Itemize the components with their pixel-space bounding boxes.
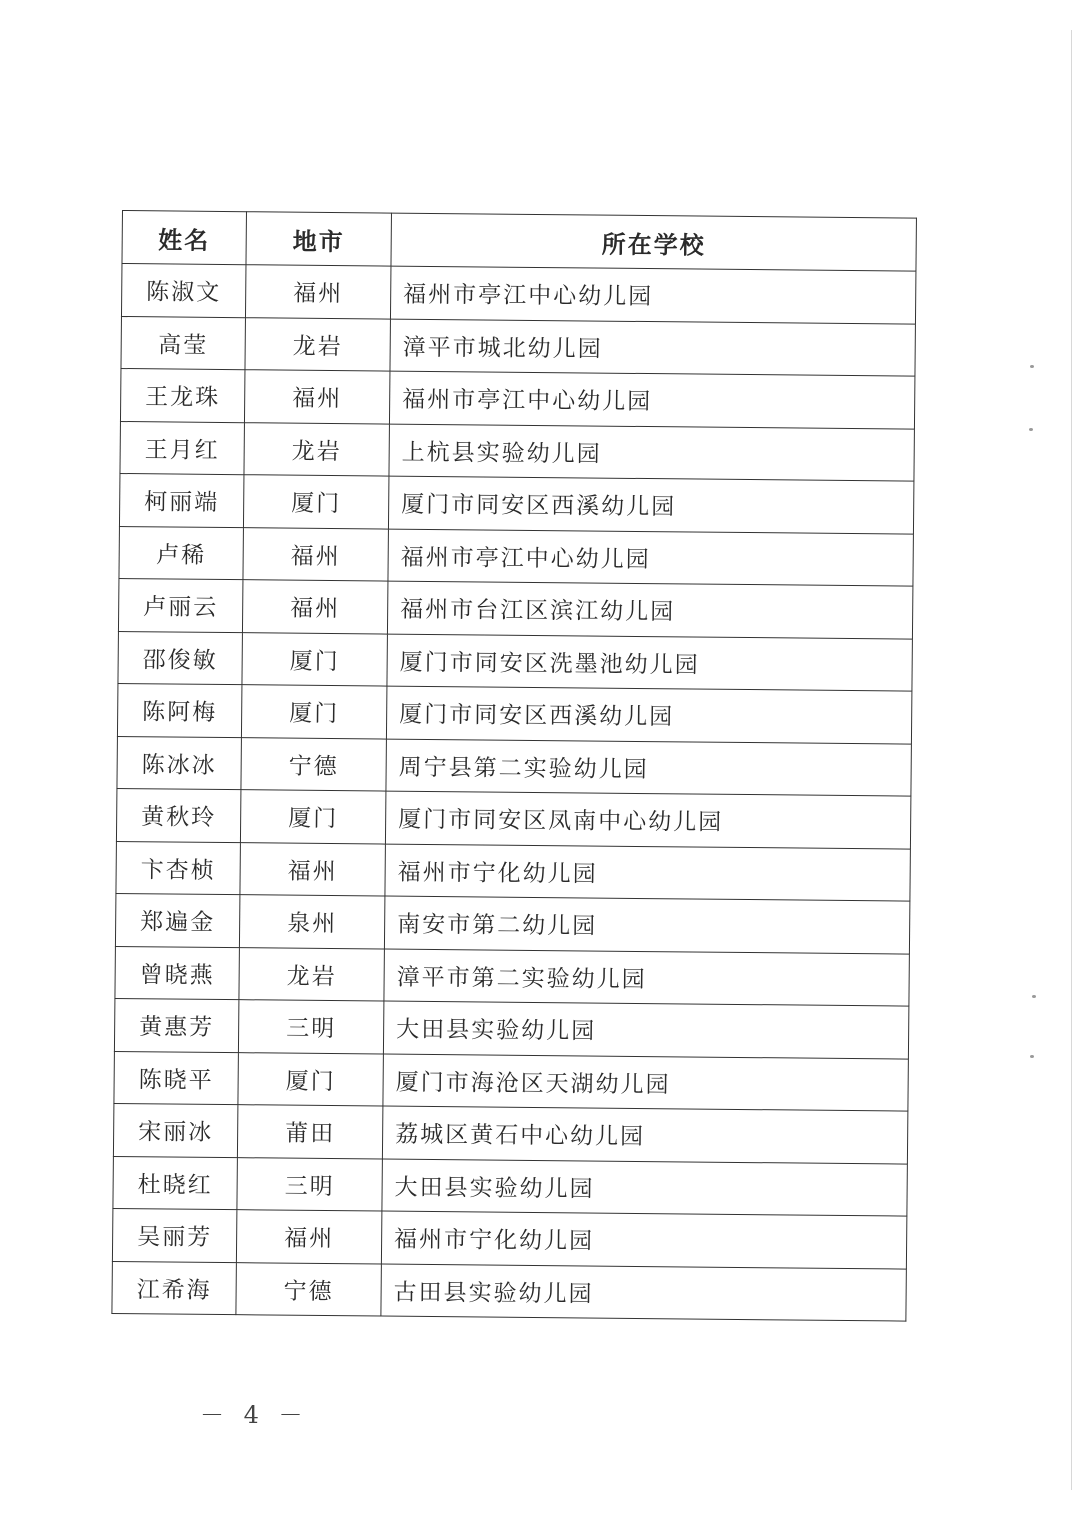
city-cell: 龙岩: [244, 422, 389, 476]
school-cell: 福州市台江区滨江幼儿园: [387, 581, 912, 639]
city-cell: 龙岩: [239, 947, 384, 1001]
city-cell: 龙岩: [245, 317, 390, 371]
city-cell: 福州: [243, 527, 388, 581]
school-cell: 南安市第二幼儿园: [384, 896, 909, 954]
city-cell: 莆田: [237, 1105, 382, 1159]
school-cell: 福州市亭江中心幼儿园: [388, 529, 913, 587]
header-school: 所在学校: [391, 213, 916, 271]
table-row: [118, 631, 912, 691]
table-row: [115, 946, 909, 1006]
city-cell: 宁德: [241, 737, 386, 791]
name-cell: 曾晓燕: [115, 946, 239, 1000]
school-cell: 福州市宁化幼儿园: [381, 1211, 906, 1269]
school-cell: 福州市亭江中心幼儿园: [390, 266, 915, 324]
school-cell: 上杭县实验幼儿园: [389, 424, 914, 482]
city-cell: 福州: [240, 842, 385, 896]
city-cell: 泉州: [239, 895, 384, 949]
school-cell: 厦门市海沧区天湖幼儿园: [383, 1054, 908, 1112]
name-cell: 卢稀: [119, 526, 243, 580]
table-row: [116, 788, 910, 848]
city-cell: 宁德: [236, 1262, 381, 1316]
scan-speck: [1032, 995, 1036, 998]
school-cell: 周宁县第二实验幼儿园: [386, 739, 911, 797]
table-body: [112, 264, 916, 1322]
school-cell: 大田县实验幼儿园: [382, 1159, 907, 1217]
header-city: 地市: [246, 212, 392, 266]
city-cell: 厦门: [238, 1052, 383, 1106]
name-cell: 高莹: [121, 316, 245, 370]
scan-speck: [1030, 1055, 1034, 1058]
city-cell: 三明: [238, 1000, 383, 1054]
header-name: 姓名: [122, 211, 247, 265]
table-row: [121, 264, 915, 324]
name-cell: 江希海: [112, 1261, 236, 1315]
table-row: [115, 893, 909, 953]
table-row: [112, 1261, 906, 1321]
city-cell: 三明: [237, 1157, 382, 1211]
name-cell: 陈冰冰: [117, 736, 241, 790]
table-row: [117, 736, 911, 796]
table-row: [114, 998, 908, 1058]
table-row: [113, 1156, 907, 1216]
name-cell: 吴丽芳: [112, 1208, 236, 1262]
name-cell: 黄秋玲: [116, 788, 240, 842]
roster-table: [111, 210, 917, 1322]
city-cell: 厦门: [243, 475, 388, 529]
name-cell: 王龙珠: [120, 368, 244, 422]
name-cell: 柯丽端: [119, 473, 243, 527]
table-row: [112, 1208, 906, 1268]
table-row: [118, 578, 912, 638]
school-cell: 厦门市同安区西溪幼儿园: [386, 686, 911, 744]
city-cell: 厦门: [241, 685, 386, 739]
name-cell: 郑遍金: [115, 893, 239, 947]
school-cell: 古田县实验幼儿园: [381, 1264, 906, 1322]
city-cell: 福州: [245, 265, 390, 319]
city-cell: 厦门: [240, 790, 385, 844]
school-cell: 荔城区黄石中心幼儿园: [382, 1106, 907, 1164]
page-number: － 4 －: [200, 1401, 309, 1429]
scan-speck: [1030, 365, 1034, 368]
table-row: [119, 473, 913, 533]
city-cell: 福州: [242, 580, 387, 634]
school-cell: 大田县实验幼儿园: [383, 1001, 908, 1059]
name-cell: 宋丽冰: [113, 1103, 237, 1157]
table-row: [114, 1051, 908, 1111]
school-cell: 厦门市同安区洗墨池幼儿园: [387, 634, 912, 692]
school-cell: 漳平市城北幼儿园: [390, 319, 915, 377]
name-cell: 邵俊敏: [118, 631, 242, 685]
table-row: [113, 1103, 907, 1163]
name-cell: 陈晓平: [114, 1051, 238, 1105]
name-cell: 卞杏桢: [116, 841, 240, 895]
table-row: [119, 526, 913, 586]
page-edge-line: [1071, 30, 1072, 1490]
name-cell: 黄惠芳: [114, 998, 238, 1052]
school-cell: 厦门市同安区西溪幼儿园: [388, 476, 913, 534]
city-cell: 福州: [236, 1210, 381, 1264]
name-cell: 陈淑文: [121, 264, 245, 318]
table-row: [120, 368, 914, 428]
table-row: [120, 421, 914, 481]
table-row: [121, 316, 915, 376]
name-cell: 卢丽云: [118, 578, 242, 632]
name-cell: 王月红: [120, 421, 244, 475]
name-cell: 杜晓红: [113, 1156, 237, 1210]
table-row: [116, 841, 910, 901]
scan-speck: [1029, 428, 1033, 431]
table-row: [117, 683, 911, 743]
name-cell: 陈阿梅: [117, 683, 241, 737]
school-cell: 厦门市同安区凤南中心幼儿园: [385, 791, 910, 849]
table-header-row: [122, 211, 916, 272]
city-cell: 厦门: [242, 632, 387, 686]
city-cell: 福州: [244, 370, 389, 424]
school-cell: 福州市亭江中心幼儿园: [389, 371, 914, 429]
school-cell: 福州市宁化幼儿园: [385, 844, 910, 902]
school-cell: 漳平市第二实验幼儿园: [384, 949, 909, 1007]
